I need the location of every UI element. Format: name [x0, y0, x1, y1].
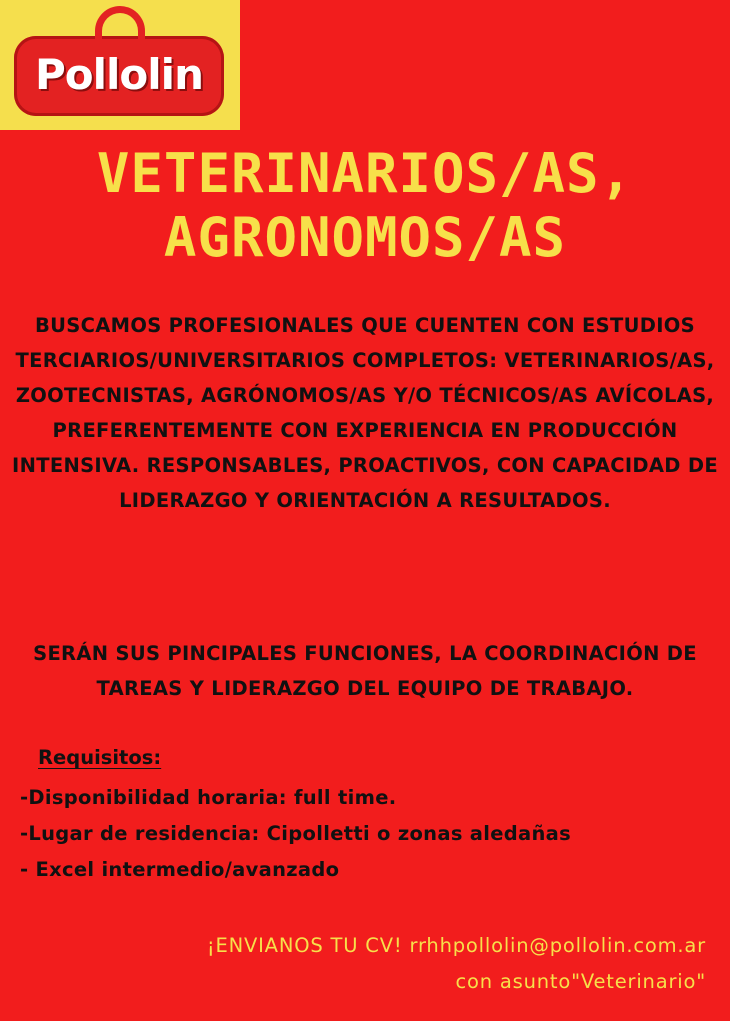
- logo-text: Pollolin: [35, 50, 203, 99]
- requirement-item: -Disponibilidad horaria: full time.: [20, 786, 397, 809]
- requirement-item: - Excel intermedio/avanzado: [20, 858, 340, 881]
- functions-description: SERÁN SUS PINCIPALES FUNCIONES, LA COORDINACIÓN DE TAREAS Y LIDERAZGO DEL EQUIPO DE TRABAJO.: [33, 642, 697, 700]
- logo-panel: [0, 0, 240, 130]
- headline: [0, 142, 730, 270]
- profile-description: BUSCAMOS PROFESIONALES QUE CUENTEN CON ESTUDIOS TERCIARIOS/UNIVERSITARIOS COMPLETOS: VETERINARIOS/AS, ZOOTECNISTAS, AGRÓNOMOS/AS Y/O TÉCNICOS/AS AVÍCOLAS, PREFERENTEMENTE CON EXPERIENCIA EN PRODUCCIÓN INTENSIVA. RESPONSABLES, PROACTIVOS, CON CAPACIDAD DE LIDERAZGO Y ORIENTACIÓN A RESULTADOS.: [12, 314, 718, 512]
- cta-line-email: ¡ENVIANOS TU CV! rrhhpollolin@pollolin.com.ar: [206, 934, 706, 957]
- requirements-list: [20, 780, 720, 888]
- logo-handle-icon: [95, 6, 145, 42]
- logo: [14, 36, 224, 116]
- call-to-action: [207, 928, 706, 1000]
- headline-line-1: VETERINARIOS/AS,: [96, 142, 634, 205]
- requirement-item: -Lugar de residencia: Cipolletti o zonas aledañas: [20, 822, 572, 845]
- cta-line-subject: con asunto"Veterinario": [455, 970, 706, 993]
- requirements-heading: Requisitos:: [38, 746, 162, 769]
- headline-line-2: AGRONOMOS/AS: [163, 206, 567, 269]
